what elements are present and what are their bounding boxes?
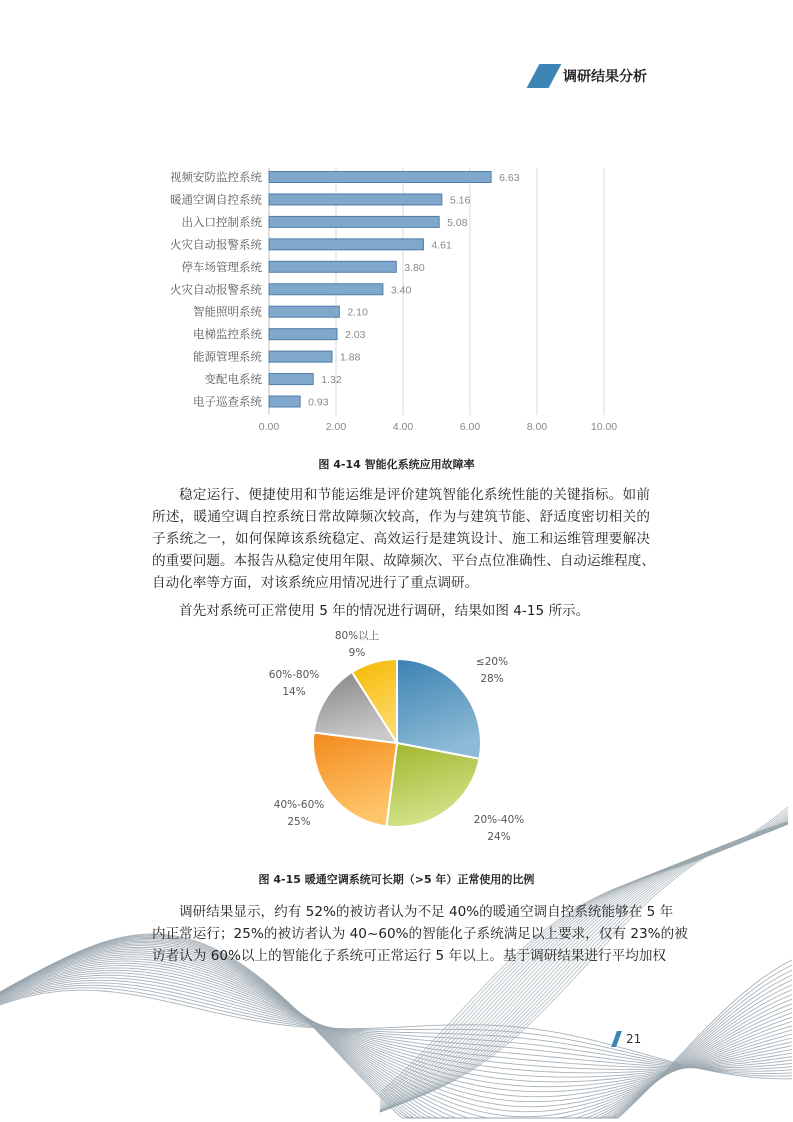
slice-label: 80%以上 [334,630,380,642]
page-footer [614,1031,641,1047]
data-label: 4.61 [431,239,452,252]
bar [269,374,313,385]
x-tick-label: 0.00 [258,421,280,433]
section-title: 调研结果分析 [563,69,647,85]
slice-percent: 25% [287,816,311,828]
text-line: 首先对系统可正常使用 5 年的情况进行调研，结果如图 4-15 所示。 [179,603,590,619]
slice-label: 40%-60% [273,799,325,811]
figure-caption-4-14: 图 4-14 智能化系统应用故障率 [318,458,475,471]
pie-slice [397,659,481,759]
slice-percent: 14% [282,686,306,698]
slice-label: ≤20% [475,656,509,668]
wave-line [0,943,792,1119]
bar [269,329,337,340]
wave-line [0,980,792,1069]
category-label: 智能照明系统 [193,304,262,319]
category-label: 能源管理系统 [193,349,262,364]
text-line: 稳定运行、便捷使用和节能运维是评价建筑智能化系统性能的关键指标。如前 [179,487,650,503]
text-line: 所述，暖通空调自控系统日常故障频次较高，作为与建筑节能、舒适度密切相关的 [152,509,650,525]
category-label: 变配电系统 [204,372,262,387]
category-label: 出入口控制系统 [181,214,262,229]
pie-slice [313,732,397,826]
bar [269,306,339,317]
slice-percent: 28% [480,673,504,685]
data-label: 3.80 [404,261,425,274]
data-label: 1.88 [339,351,361,364]
data-label: 0.93 [308,396,329,409]
bar [269,261,396,272]
slice-label: 60%-80% [268,669,320,681]
data-label: 2.03 [345,329,366,342]
category-label: 电梯监控系统 [193,327,262,342]
data-label: 5.16 [449,194,471,207]
bar [269,172,491,183]
x-tick-label: 8.00 [526,421,548,433]
paragraph-3 [152,901,688,967]
x-tick-label: 6.00 [459,421,481,433]
section-header [533,64,647,88]
x-tick-label: 2.00 [325,421,347,433]
data-label: 6.63 [499,172,520,184]
category-label: 视频安防监控系统 [170,170,262,184]
x-tick-label: 4.00 [392,421,414,433]
text-line: 内正常运行；25%的被访者认为 40~60%的智能化子系统满足以上要求，仅有 23%的被 [152,926,688,942]
page-number: 21 [626,1032,642,1046]
wave-line [0,955,792,1107]
category-label: 电子巡查系统 [193,394,262,409]
wave-line [0,973,792,1070]
text-line: 访者认为 60%以上的智能化子系统可正常运行 5 年以上。基于调研结果进行平均加权 [152,948,667,964]
paragraph-1 [152,484,655,594]
bar [269,396,300,407]
paragraph-2 [152,600,650,622]
slice-percent: 9% [348,647,366,659]
category-label: 火灾自动报警系统 [170,237,262,252]
bar [269,239,423,250]
bar-chart [150,160,630,440]
data-label: 2.10 [347,306,368,319]
bar [269,216,439,227]
data-label: 1.32 [321,374,342,387]
text-line: 子系统之一，如何保障该系统稳定、高效运行是建筑设计、施工和运维管理要解决 [152,531,650,547]
pie-slice [386,743,479,827]
bar [269,284,383,295]
bar [269,351,332,362]
data-label: 3.40 [390,284,412,297]
bar [269,194,442,205]
figure-caption-4-15: 图 4-15 暖通空调系统可长期（>5 年）正常使用的比例 [258,873,535,886]
slice-label: 20%-40% [473,814,525,826]
slice-percent: 24% [487,831,511,843]
x-tick-label: 10.00 [590,421,618,433]
text-line: 调研结果显示，约有 52%的被访者认为不足 40%的暖通空调自控系统能够在 5 年 [179,904,674,920]
data-label: 5.08 [447,216,468,229]
category-label: 火灾自动报警系统 [170,282,262,297]
category-label: 暖通空调自控系统 [170,192,262,207]
text-line: 自动化率等方面，对该系统应用情况进行了重点调研。 [152,575,479,591]
text-line: 的重要问题。本报告从稳定使用年限、故障频次、平台点位准确性、自动运维程度、 [152,553,655,569]
category-label: 停车场管理系统 [181,259,262,274]
pie-chart [250,625,550,865]
